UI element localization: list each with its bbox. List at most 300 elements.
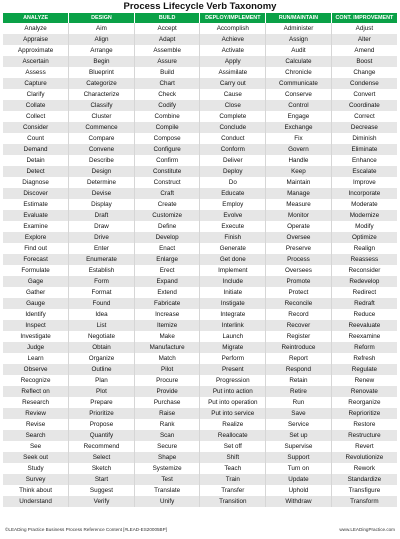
table-cell: Gather	[3, 287, 69, 298]
table-cell: Unify	[134, 496, 200, 507]
table-cell: Gage	[3, 276, 69, 287]
table-row	[3, 155, 397, 166]
table-cell: Control	[266, 100, 332, 111]
table-cell: Conclude	[200, 122, 266, 133]
table-cell: Update	[266, 474, 332, 485]
table-cell: Study	[3, 463, 69, 474]
table-cell: Examine	[3, 221, 69, 232]
table-cell: Recommend	[69, 441, 135, 452]
page-footer	[3, 525, 397, 535]
table-cell: Align	[69, 34, 135, 45]
table-row	[3, 320, 397, 331]
table-cell: Judge	[3, 342, 69, 353]
table-cell: Handle	[266, 155, 332, 166]
table-row	[3, 34, 397, 45]
table-cell: Process	[266, 254, 332, 265]
table-cell: Communicate	[266, 78, 332, 89]
table-row	[3, 474, 397, 485]
table-header-row	[3, 13, 397, 23]
table-cell: Make	[134, 331, 200, 342]
table-cell: Incorporate	[331, 188, 397, 199]
column-header: CONT. IMPROVEMENT	[331, 13, 397, 23]
table-cell: Collect	[3, 111, 69, 122]
verb-taxonomy-table	[3, 13, 397, 507]
table-cell: Retire	[266, 386, 332, 397]
table-cell: Gauge	[3, 298, 69, 309]
table-cell: Research	[3, 397, 69, 408]
table-cell: Pilot	[134, 364, 200, 375]
table-cell: Construct	[134, 177, 200, 188]
table-cell: Find out	[3, 243, 69, 254]
table-cell: Teach	[200, 463, 266, 474]
table-cell: Review	[3, 408, 69, 419]
table-cell: Manage	[266, 188, 332, 199]
table-cell: Constitute	[134, 166, 200, 177]
table-cell: Idea	[69, 309, 135, 320]
table-cell: Reform	[331, 342, 397, 353]
table-cell: See	[3, 441, 69, 452]
table-row	[3, 144, 397, 155]
table-cell: Suggest	[69, 485, 135, 496]
table-cell: Fix	[266, 133, 332, 144]
table-cell: Put into service	[200, 408, 266, 419]
table-cell: Convert	[353, 91, 376, 98]
table-cell: Increase	[134, 309, 200, 320]
table-cell: Evolve	[200, 210, 266, 221]
table-cell: Exchange	[266, 122, 332, 133]
table-cell: Instigate	[200, 298, 266, 309]
table-cell: Observe	[3, 364, 69, 375]
table-cell: Save	[266, 408, 332, 419]
table-cell: Modernize	[331, 210, 397, 221]
table-cell: Form	[69, 276, 135, 287]
table-cell: Enact	[134, 243, 200, 254]
table-cell: Close	[200, 100, 266, 111]
table-cell: Reconcile	[266, 298, 332, 309]
table-cell: Shift	[200, 452, 266, 463]
table-cell: Do	[200, 177, 266, 188]
table-cell: Realign	[353, 245, 376, 252]
table-row	[3, 243, 397, 254]
table-cell: Customize	[134, 210, 200, 221]
table-cell: Compose	[134, 133, 200, 144]
table-cell: Drive	[69, 232, 135, 243]
table-cell: Negotiate	[69, 331, 135, 342]
table-row	[3, 331, 397, 342]
table-cell: Format	[69, 287, 135, 298]
table-cell: Run	[266, 397, 332, 408]
table-cell: Monitor	[266, 210, 332, 221]
table-cell: Alter	[331, 34, 397, 45]
table-cell: Turn on	[266, 463, 332, 474]
table-row	[3, 67, 397, 78]
table-cell: Plot	[69, 386, 135, 397]
table-cell: Appraise	[3, 34, 69, 45]
table-cell: Determine	[69, 177, 135, 188]
table-cell: Execute	[200, 221, 266, 232]
table-cell: Create	[134, 199, 200, 210]
table-cell: Restore	[353, 421, 376, 428]
table-cell: Condense	[331, 78, 397, 89]
table-cell: Characterize	[69, 89, 135, 100]
table-cell: Ascertain	[3, 56, 69, 67]
table-cell: Forecast	[3, 254, 69, 265]
table-cell: Finish	[200, 232, 266, 243]
table-cell: Engage	[266, 111, 332, 122]
table-cell: Refresh	[353, 355, 376, 362]
table-cell: Design	[69, 166, 135, 177]
table-cell: Measure	[266, 199, 332, 210]
table-cell: Rank	[134, 419, 200, 430]
table-row	[3, 496, 397, 507]
table-cell: Collate	[3, 100, 69, 111]
table-row	[3, 221, 397, 232]
table-cell: Aim	[69, 23, 135, 34]
table-row	[3, 89, 397, 100]
table-cell: Quantify	[69, 430, 135, 441]
table-cell: Transfigure	[348, 487, 381, 494]
table-cell: Redraft	[331, 298, 397, 309]
table-row	[3, 210, 397, 221]
table-row	[3, 342, 397, 353]
table-cell: Confirm	[134, 155, 200, 166]
table-cell: Assimilate	[200, 67, 266, 78]
table-cell: Draft	[69, 210, 135, 221]
table-cell: Launch	[200, 331, 266, 342]
table-cell: Prioritize	[69, 408, 135, 419]
table-cell: Count	[3, 133, 69, 144]
table-cell: Expand	[134, 276, 200, 287]
table-cell: Establish	[69, 265, 135, 276]
table-cell: Develop	[134, 232, 200, 243]
table-cell: Modify	[355, 223, 374, 230]
table-cell: Maintain	[266, 177, 332, 188]
table-cell: Redevelop	[331, 276, 397, 287]
table-cell: List	[69, 320, 135, 331]
table-cell: Prepare	[69, 397, 135, 408]
table-cell: Scan	[134, 430, 200, 441]
table-cell: Reprioritize	[331, 408, 397, 419]
table-cell: Standardize	[331, 474, 397, 485]
table-cell: Display	[69, 199, 135, 210]
table-cell: Boost	[331, 56, 397, 67]
table-cell: Codify	[134, 100, 200, 111]
table-cell: Recognize	[3, 375, 69, 386]
table-cell: Begin	[69, 56, 135, 67]
table-cell: Survey	[3, 474, 69, 485]
table-cell: Describe	[69, 155, 135, 166]
table-row	[3, 254, 397, 265]
table-cell: Support	[266, 452, 332, 463]
table-cell: Amend	[354, 47, 375, 54]
table-cell: Employ	[200, 199, 266, 210]
table-cell: Escalate	[331, 166, 397, 177]
table-row	[3, 188, 397, 199]
table-cell: Deliver	[200, 155, 266, 166]
table-cell: Compare	[69, 133, 135, 144]
table-cell: Transition	[200, 496, 266, 507]
table-cell: Explore	[3, 232, 69, 243]
table-cell: Transform	[331, 496, 397, 507]
table-cell: Test	[134, 474, 200, 485]
table-cell: Initiate	[200, 287, 266, 298]
table-row	[3, 452, 397, 463]
table-cell: Commence	[69, 122, 135, 133]
table-cell: Deploy	[200, 166, 266, 177]
table-cell: Report	[266, 353, 332, 364]
column-header: DEPLOY/IMPLEMENT	[200, 13, 266, 23]
table-cell: Achieve	[200, 34, 266, 45]
table-cell: Conform	[200, 144, 266, 155]
table-cell: Procure	[134, 375, 200, 386]
table-row	[3, 287, 397, 298]
table-cell: Keep	[266, 166, 332, 177]
table-cell: Decrease	[331, 122, 397, 133]
table-cell: Understand	[3, 496, 69, 507]
table-cell: Retain	[266, 375, 332, 386]
table-row	[3, 441, 397, 452]
table-cell: Register	[266, 331, 332, 342]
table-row	[3, 56, 397, 67]
table-row	[3, 298, 397, 309]
table-cell: Clarify	[3, 89, 69, 100]
table-row	[3, 166, 397, 177]
table-cell: Cluster	[69, 111, 135, 122]
table-row	[3, 408, 397, 419]
table-row	[3, 111, 397, 122]
table-cell: Enhance	[351, 157, 377, 164]
table-cell: Promote	[266, 276, 332, 287]
table-cell: Interlink	[200, 320, 266, 331]
table-cell: Uphold	[266, 485, 332, 496]
table-cell: Audit	[266, 45, 332, 56]
table-cell: Calculate	[266, 56, 332, 67]
table-row	[3, 430, 397, 441]
table-row	[3, 485, 397, 496]
column-header: DESIGN	[69, 13, 135, 23]
table-cell: Reorganize	[348, 399, 381, 406]
table-cell: Enumerate	[69, 254, 135, 265]
table-cell: Capture	[3, 78, 69, 89]
table-cell: Identify	[3, 309, 69, 320]
table-cell: Revise	[3, 419, 69, 430]
table-cell: Reallocate	[200, 430, 266, 441]
table-row	[3, 463, 397, 474]
table-cell: Evaluate	[3, 210, 69, 221]
column-header: RUN/MAINTAIN	[266, 13, 332, 23]
table-cell: Eliminate	[331, 144, 397, 155]
table-cell: Get done	[200, 254, 266, 265]
table-cell: Seek out	[3, 452, 69, 463]
table-cell: Start	[69, 474, 135, 485]
table-cell: Apply	[200, 56, 266, 67]
table-row	[3, 419, 397, 430]
column-header: BUILD	[134, 13, 200, 23]
table-cell: Craft	[134, 188, 200, 199]
table-cell: Reintroduce	[266, 342, 332, 353]
table-cell: Withdraw	[266, 496, 332, 507]
table-cell: Chronicle	[266, 67, 332, 78]
table-cell: Detain	[3, 155, 69, 166]
table-cell: Progression	[200, 375, 266, 386]
table-cell: Moderate	[351, 201, 378, 208]
table-cell: Reduce	[353, 311, 376, 318]
table-cell: Adapt	[134, 34, 200, 45]
table-cell: Compile	[134, 122, 200, 133]
table-cell: Organize	[69, 353, 135, 364]
table-cell: Chart	[134, 78, 200, 89]
table-cell: Set off	[200, 441, 266, 452]
table-cell: Migrate	[200, 342, 266, 353]
table-cell: Arrange	[69, 45, 135, 56]
table-cell: Search	[3, 430, 69, 441]
table-cell: Restructure	[331, 430, 397, 441]
table-row	[3, 386, 397, 397]
table-cell: Learn	[3, 353, 69, 364]
table-cell: Recover	[266, 320, 332, 331]
table-cell: Respond	[266, 364, 332, 375]
table-cell: Plan	[69, 375, 135, 386]
table-cell: Carry out	[200, 78, 266, 89]
table-cell: Complete	[200, 111, 266, 122]
table-cell: Diagnose	[3, 177, 69, 188]
table-cell: Preserve	[266, 243, 332, 254]
table-row	[3, 23, 397, 34]
table-cell: Revert	[355, 443, 374, 450]
table-cell: Reevaluate	[331, 320, 397, 331]
table-cell: Transfer	[200, 485, 266, 496]
table-cell: Shape	[134, 452, 200, 463]
table-cell: Sketch	[69, 463, 135, 474]
table-cell: Convene	[69, 144, 135, 155]
table-cell: Draw	[69, 221, 135, 232]
table-cell: Govern	[266, 144, 332, 155]
table-cell: Reflect on	[3, 386, 69, 397]
table-row	[3, 364, 397, 375]
table-cell: Classify	[69, 100, 135, 111]
table-cell: Educate	[200, 188, 266, 199]
table-cell: Build	[134, 67, 200, 78]
table-cell: Rework	[353, 465, 376, 472]
table-cell: Redirect	[352, 289, 377, 296]
table-cell: Adjust	[355, 25, 374, 32]
table-cell: Blueprint	[69, 67, 135, 78]
table-row	[3, 309, 397, 320]
table-cell: Set up	[266, 430, 332, 441]
table-cell: Obtain	[69, 342, 135, 353]
table-row	[3, 353, 397, 364]
table-cell: Investigate	[3, 331, 69, 342]
table-cell: Administer	[266, 23, 332, 34]
table-cell: Discover	[3, 188, 69, 199]
page-title: Process Lifecycle Verb Taxonomy	[123, 1, 277, 12]
table-cell: Generate	[200, 243, 266, 254]
table-cell: Oversee	[266, 232, 332, 243]
table-cell: Diminish	[352, 135, 377, 142]
table-cell: Conduct	[200, 133, 266, 144]
table-cell: Formulate	[3, 265, 69, 276]
table-cell: Translate	[134, 485, 200, 496]
table-cell: Revolutionize	[331, 452, 397, 463]
table-cell: Verify	[69, 496, 135, 507]
table-row	[3, 276, 397, 287]
table-cell: Train	[200, 474, 266, 485]
table-cell: Assemble	[134, 45, 200, 56]
table-cell: Oversees	[266, 265, 332, 276]
table-cell: Reexamine	[348, 333, 381, 340]
table-cell: Assure	[134, 56, 200, 67]
table-cell: Detect	[3, 166, 69, 177]
table-row	[3, 397, 397, 408]
table-cell: Realize	[200, 419, 266, 430]
table-cell: Service	[266, 419, 332, 430]
table-row	[3, 100, 397, 111]
table-cell: Itemize	[134, 320, 200, 331]
table-row	[3, 122, 397, 133]
table-row	[3, 133, 397, 144]
table-cell: Correct	[354, 113, 375, 120]
table-cell: Think about	[3, 485, 69, 496]
table-cell: Outline	[69, 364, 135, 375]
table-cell: Consider	[3, 122, 69, 133]
table-cell: Accomplish	[200, 23, 266, 34]
table-cell: Put into operation	[200, 397, 266, 408]
table-cell: Analyze	[3, 23, 69, 34]
table-cell: Check	[134, 89, 200, 100]
table-cell: Regulate	[331, 364, 397, 375]
table-cell: Match	[134, 353, 200, 364]
table-row	[3, 199, 397, 210]
table-cell: Erect	[134, 265, 200, 276]
table-row	[3, 177, 397, 188]
table-cell: Estimate	[3, 199, 69, 210]
table-cell: Implement	[200, 265, 266, 276]
table-row	[3, 78, 397, 89]
table-cell: Perform	[200, 353, 266, 364]
table-cell: Enter	[69, 243, 135, 254]
table-cell: Optimize	[331, 232, 397, 243]
table-cell: Coordinate	[331, 100, 397, 111]
table-cell: Fabricate	[134, 298, 200, 309]
table-cell: Improve	[353, 179, 376, 186]
column-header: ANALYZE	[3, 13, 69, 23]
table-row	[3, 45, 397, 56]
table-cell: Found	[69, 298, 135, 309]
table-cell: Assess	[3, 67, 69, 78]
table-cell: Categorize	[69, 78, 135, 89]
table-cell: Cause	[200, 89, 266, 100]
table-cell: Include	[200, 276, 266, 287]
table-cell: Select	[69, 452, 135, 463]
table-cell: Activate	[200, 45, 266, 56]
table-cell: Propose	[69, 419, 135, 430]
copyright-notice: ©LEADing Practice Business Process Reference Content [#LEAD-ES20005BP]	[5, 527, 167, 532]
table-row	[3, 232, 397, 243]
table-cell: Renovate	[331, 386, 397, 397]
table-cell: Manufacture	[134, 342, 200, 353]
table-cell: Protect	[266, 287, 332, 298]
table-cell: Enlarge	[134, 254, 200, 265]
table-cell: Devise	[69, 188, 135, 199]
table-cell: Configure	[134, 144, 200, 155]
table-cell: Operate	[266, 221, 332, 232]
table-cell: Raise	[134, 408, 200, 419]
table-cell: Put into action	[200, 386, 266, 397]
table-cell: Provide	[134, 386, 200, 397]
website-link[interactable]: www.LEADingPractice.com	[339, 527, 395, 532]
table-cell: Extend	[134, 287, 200, 298]
table-body	[3, 23, 397, 507]
